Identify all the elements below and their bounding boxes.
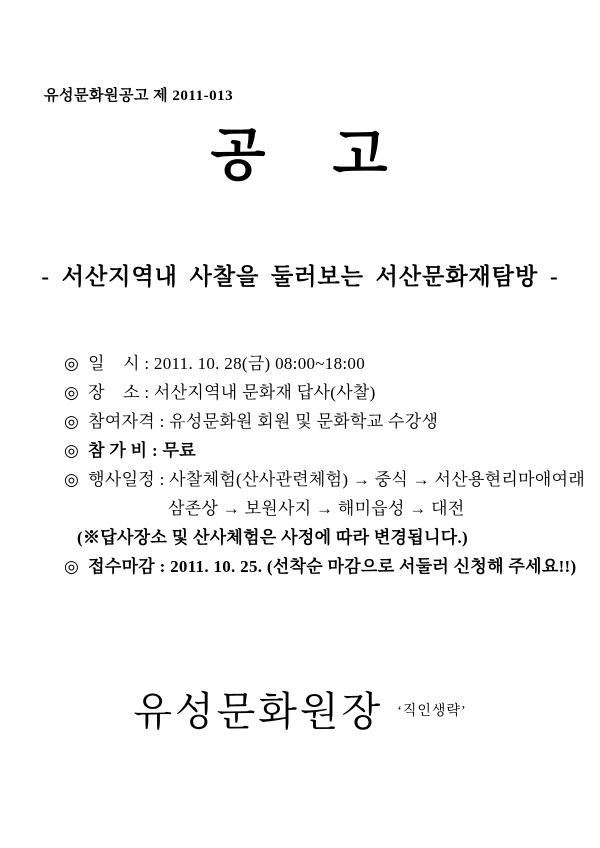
detail-line-schedule	[64, 465, 586, 494]
detail-line-text: 일 시 : 2011. 10. 28(금) 08:00~18:00	[88, 354, 366, 373]
stamp-omitted-note: ‘직인생략’	[397, 704, 467, 719]
detail-line-location	[64, 378, 580, 407]
bullet-icon: ◎	[64, 470, 80, 489]
detail-line-text: 참여자격 : 유성문화원 회원 및 문화학교 수강생	[88, 412, 439, 431]
detail-line-change-notice	[64, 523, 580, 552]
detail-line-text: 삼존상 → 보원사지 → 해미읍성 → 대전	[168, 499, 465, 518]
signature-block	[0, 688, 600, 736]
notice-details-list	[64, 349, 586, 581]
detail-line-text: 행사일정 : 사찰체험(산사관련체험) → 중식 → 서산용현리마애여래	[88, 470, 586, 489]
bullet-icon: ◎	[64, 354, 80, 373]
bullet-icon: ◎	[64, 383, 80, 402]
detail-line-eligibility	[64, 407, 580, 436]
doc-reference-number: 유성문화원공고 제 2011-013	[44, 88, 234, 104]
bullet-icon: ◎	[64, 441, 80, 460]
detail-line-deadline	[64, 552, 580, 581]
doc-subtitle: - 서산지역내 사찰을 둘러보는 서산문화재탐방 -	[41, 264, 559, 289]
signature-issuer: 유성문화원장	[133, 689, 384, 734]
detail-line-text: (※답사장소 및 산사체험은 사정에 따라 변경됩니다.)	[77, 528, 468, 547]
detail-line-schedule-continued	[64, 494, 580, 523]
detail-line-datetime	[64, 349, 580, 378]
detail-line-fee	[64, 436, 580, 465]
doc-title: 공 고	[210, 124, 390, 187]
detail-line-text: 장 소 : 서산지역내 문화재 답사(사찰)	[88, 383, 376, 402]
detail-line-text: 접수마감 : 2011. 10. 25. (선착순 마감으로 서둘러 신청해 주세요!!)	[88, 557, 577, 576]
bullet-icon: ◎	[64, 557, 80, 576]
detail-line-text: 참 가 비 : 무료	[88, 441, 196, 460]
bullet-icon: ◎	[64, 412, 80, 431]
